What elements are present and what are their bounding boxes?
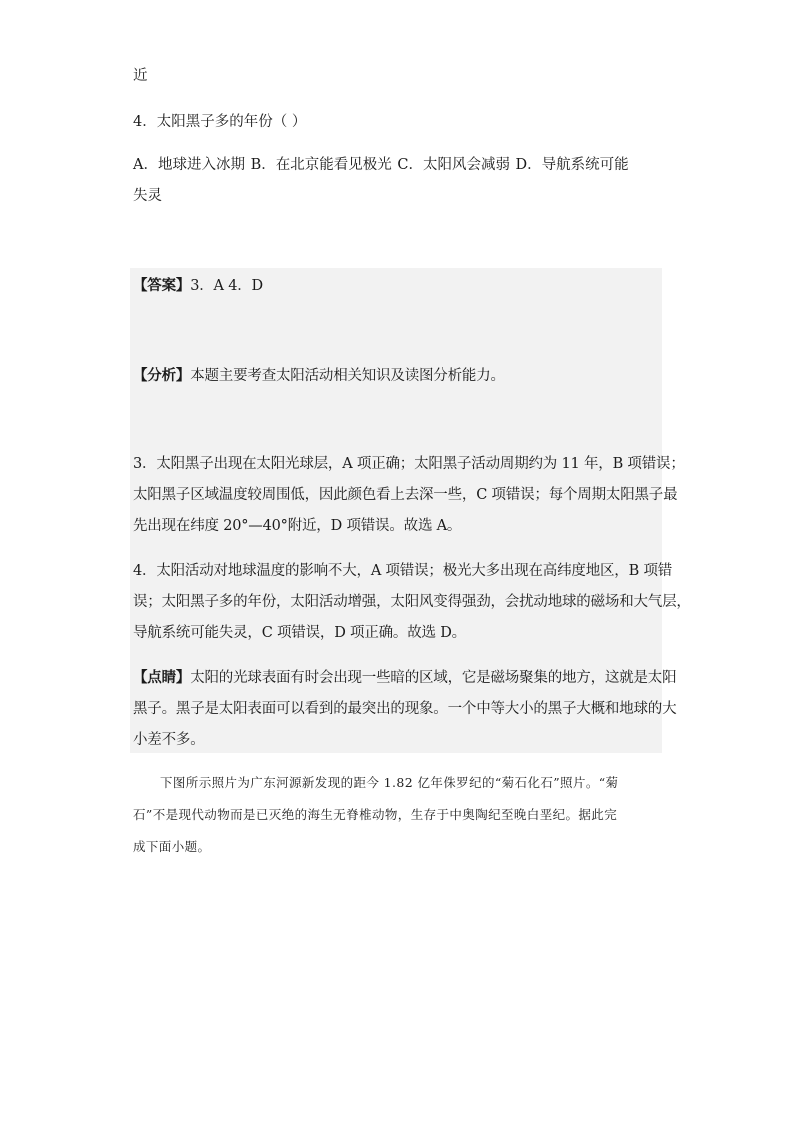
- explain3-line1: 3．太阳黑子出现在太阳光球层，A 项正确；太阳黑子活动周期约为 11 年，B 项错误；: [133, 456, 685, 472]
- comment-line3: 小差不多。: [133, 732, 205, 748]
- question-4-options-line1: A．地球进入冰期 B．在北京能看见极光 C．太阳风会减弱 D．导航系统可能: [133, 157, 629, 173]
- next-question-intro-line3: 成下面小题。: [133, 839, 211, 854]
- comment-label: 【点睛】: [133, 669, 191, 686]
- question-4-options-line2: 失灵: [133, 188, 162, 204]
- explain3-line3: 先出现在纬度 20°—40°附近，D 项错误。故选 A。: [133, 518, 462, 534]
- answer-line: [133, 276, 263, 296]
- comment-text-1: 太阳的光球表面有时会出现一些暗的区域，它是磁场聚集的地方，这就是太阳: [190, 670, 677, 686]
- analysis-line: [133, 366, 505, 386]
- analysis-label: 【分析】: [133, 367, 191, 384]
- comment-line1: [133, 668, 676, 688]
- answer-text: 3．A 4．D: [190, 278, 263, 294]
- prev-question-tail: 近: [133, 68, 148, 84]
- answer-label: 【答案】: [133, 277, 191, 294]
- explain4-line3: 导航系统可能失灵，C 项错误，D 项正确。故选 D。: [133, 625, 466, 641]
- comment-line2: 黑子。黑子是太阳表面可以看到的最突出的现象。一个中等大小的黑子大概和地球的大: [133, 701, 677, 717]
- next-question-intro-line1: 下图所示照片为广东河源新发现的距今 1.82 亿年侏罗纪的“菊石化石”照片。“菊: [160, 775, 619, 790]
- analysis-text: 本题主要考查太阳活动相关知识及读图分析能力。: [190, 368, 505, 384]
- question-4-stem: 4．太阳黑子多的年份（ ）: [133, 114, 307, 130]
- next-question-intro-line2: 石”不是现代动物而是已灭绝的海生无脊椎动物，生存于中奥陶纪至晚白垩纪。据此完: [133, 807, 618, 822]
- explain3-line2: 太阳黑子区域温度较周围低，因此颜色看上去深一些，C 项错误；每个周期太阳黑子最: [133, 487, 678, 503]
- explain4-line1: 4．太阳活动对地球温度的影响不大，A 项错误；极光大多出现在高纬度地区，B 项错: [133, 563, 673, 579]
- explain4-line2: 误；太阳黑子多的年份，太阳活动增强，太阳风变得强劲，会扰动地球的磁场和大气层，: [133, 594, 691, 610]
